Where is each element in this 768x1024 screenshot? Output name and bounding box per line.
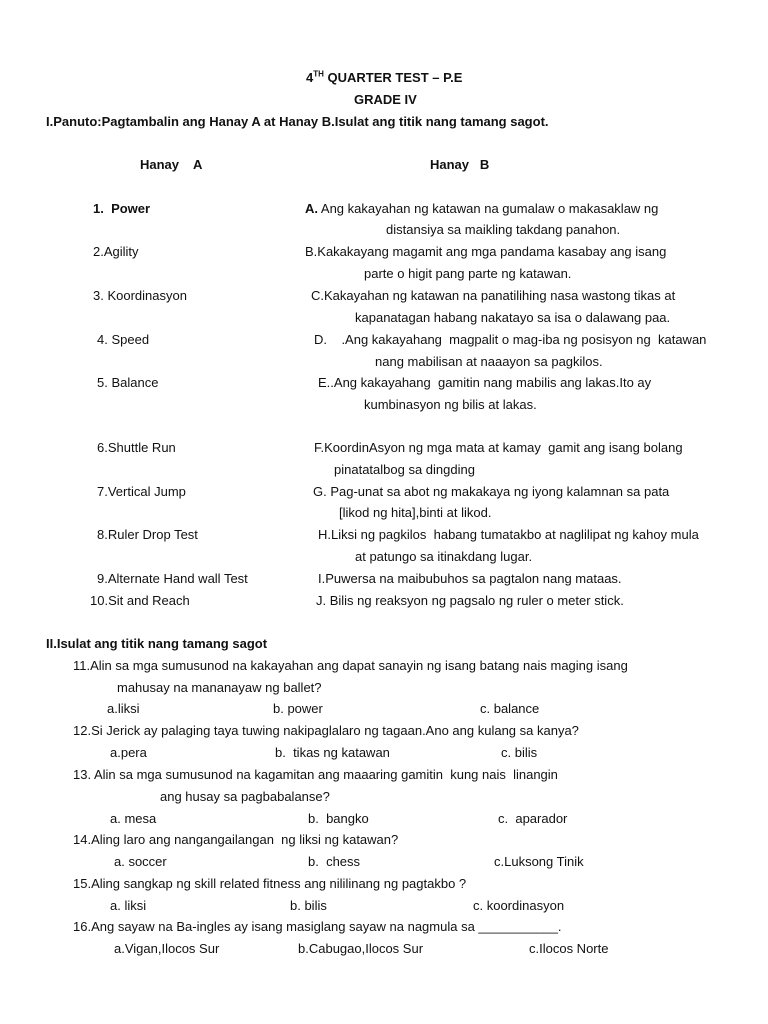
- choice-b: b. tikas ng katawan: [275, 745, 390, 760]
- choice-a: a. soccer: [114, 854, 167, 869]
- question: 12.Si Jerick ay palaging taya tuwing nakipaglalaro ng tagaan.Ano ang kulang sa kanya?: [73, 723, 579, 738]
- hanay-b-item-cont: distansiya sa maikling takdang panahon.: [386, 222, 621, 237]
- hanay-a-item: 1. Power: [93, 201, 151, 216]
- choice-c: c. balance: [480, 701, 540, 716]
- hanay-b-item: F.KoordinAsyon ng mga mata at kamay gamit ang isang bolang: [314, 440, 683, 455]
- title-superscript: TH: [313, 69, 324, 79]
- choice-a: a.Vigan,Ilocos Sur: [114, 941, 220, 956]
- hanay-b-item-cont: parte o higit pang parte ng katawan.: [364, 266, 572, 281]
- hanay-a-item: 6.Shuttle Run: [97, 440, 176, 455]
- question: 11.Alin sa mga sumusunod na kakayahan ang dapat sanayin ng isang batang nais maging isang: [73, 658, 628, 673]
- hanay-b-text: Ang kakayahan ng katawan na gumalaw o makasaklaw ng: [318, 201, 659, 216]
- hanay-a-item: 3. Koordinasyon: [93, 288, 187, 303]
- hanay-b-item: I.Puwersa na maibubuhos sa pagtalon nang mataas.: [318, 571, 622, 586]
- hanay-b-item: E..Ang kakayahang gamitin nang mabilis ang lakas.Ito ay: [318, 375, 652, 390]
- hanay-a-item: 10.Sit and Reach: [90, 593, 190, 608]
- question: 13. Alin sa mga sumusunod na kagamitan ang maaaring gamitin kung nais linangin: [73, 767, 558, 782]
- question-cont: mahusay na mananayaw ng ballet?: [117, 680, 322, 695]
- part2-instruction: II.Isulat ang titik nang tamang sagot: [46, 636, 268, 651]
- hanay-a-item: 7.Vertical Jump: [97, 484, 186, 499]
- choice-b: b. power: [273, 701, 323, 716]
- hanay-b-heading: Hanay B: [430, 157, 490, 172]
- choice-a: a.pera: [110, 745, 147, 760]
- choice-a: a. mesa: [110, 811, 157, 826]
- choice-c: c.Ilocos Norte: [529, 941, 609, 956]
- question: 16.Ang sayaw na Ba-ingles ay isang masiglang sayaw na nagmula sa ___________.: [73, 919, 562, 934]
- title-text: QUARTER TEST – P.E: [323, 70, 463, 85]
- hanay-a-item: 2.Agility: [93, 244, 139, 259]
- choice-c: c. aparador: [498, 811, 568, 826]
- hanay-b-item: J. Bilis ng reaksyon ng pagsalo ng ruler o meter stick.: [316, 593, 624, 608]
- hanay-b-item: H.Liksi ng pagkilos habang tumatakbo at naglilipat ng kahoy mula: [318, 527, 699, 542]
- choice-c: c.Luksong Tinik: [494, 854, 584, 869]
- question: 15.Aling sangkap ng skill related fitness ang nililinang ng pagtakbo ?: [73, 876, 467, 891]
- question: 14.Aling laro ang nangangailangan ng liksi ng katawan?: [73, 832, 399, 847]
- choice-a: a.liksi: [107, 701, 140, 716]
- choice-c: c. koordinasyon: [473, 898, 565, 913]
- choice-b: b. chess: [308, 854, 361, 869]
- hanay-a-item: 9.Alternate Hand wall Test: [97, 571, 248, 586]
- hanay-a-item: 5. Balance: [97, 375, 159, 390]
- hanay-a-item: 4. Speed: [97, 332, 150, 347]
- question-cont: ang husay sa pagbabalanse?: [160, 789, 330, 804]
- hanay-b-item: B.Kakakayang magamit ang mga pandama kasabay ang isang: [305, 244, 667, 259]
- hanay-b-item-cont: kapanatagan habang nakatayo sa isa o dalawang paa.: [355, 310, 671, 325]
- hanay-b-item-cont: [likod ng hita],binti at likod.: [339, 505, 492, 520]
- hanay-b-item-cont: at patungo sa itinakdang lugar.: [355, 549, 533, 564]
- hanay-b-item: C.Kakayahan ng katawan na panatilihing nasa wastong tikas at: [311, 288, 676, 303]
- choice-b: b. bangko: [308, 811, 369, 826]
- grade-heading: GRADE IV: [354, 92, 417, 107]
- page-title: [306, 70, 462, 86]
- hanay-b-letter: A.: [305, 201, 318, 216]
- choice-b: b. bilis: [290, 898, 327, 913]
- title-number: 4: [306, 70, 314, 85]
- choice-b: b.Cabugao,Ilocos Sur: [298, 941, 424, 956]
- choice-c: c. bilis: [501, 745, 538, 760]
- choice-a: a. liksi: [110, 898, 147, 913]
- part1-instruction: I.Panuto:Pagtambalin ang Hanay A at Hanay B.Isulat ang titik nang tamang sagot.: [46, 114, 549, 129]
- hanay-a-item: 8.Ruler Drop Test: [97, 527, 198, 542]
- hanay-b-item: [305, 201, 658, 217]
- hanay-b-item-cont: pinatatalbog sa dingding: [334, 462, 475, 477]
- hanay-a-heading: Hanay A: [140, 157, 203, 172]
- hanay-b-item: D. .Ang kakayahang magpalit o mag-iba ng posisyon ng katawan: [314, 332, 707, 347]
- hanay-b-item-cont: nang mabilisan at naaayon sa pagkilos.: [375, 354, 603, 369]
- hanay-b-item: G. Pag-unat sa abot ng makakaya ng iyong kalamnan sa pata: [313, 484, 670, 499]
- hanay-b-item-cont: kumbinasyon ng bilis at lakas.: [364, 397, 537, 412]
